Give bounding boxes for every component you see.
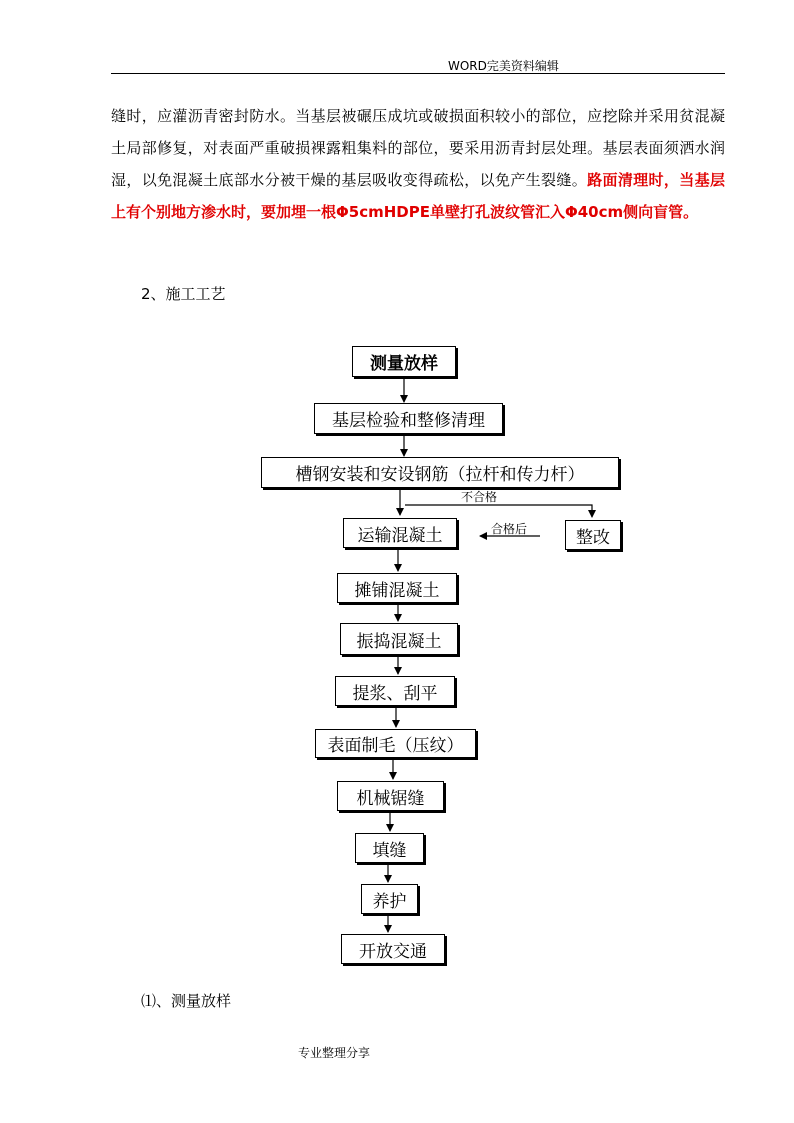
flow-step-fix: 整改 [565,520,621,550]
flow-step-open: 开放交通 [341,934,445,964]
flow-step-slurry: 提浆、刮平 [335,676,455,706]
flow-step-transport: 运输混凝土 [343,518,457,548]
flow-step-spread: 摊铺混凝土 [337,573,457,603]
subsection-title: ⑴、测量放样 [141,992,232,1010]
flow-step-texture: 表面制毛（压纹） [315,729,476,758]
flow-step-vibrate: 振捣混凝土 [340,623,458,655]
flow-step-saw: 机械锯缝 [337,781,444,811]
arrow-install-to-fix [405,505,592,517]
page-header-text: WORD完美资料编辑 [448,59,559,73]
flow-step-base-check: 基层检验和整修清理 [314,403,503,434]
flow-label-pass: 合格后 [491,522,528,536]
flow-step-cure: 养护 [361,884,418,914]
flow-label-fail: 不合格 [461,490,498,504]
section-title: 2、施工工艺 [141,285,226,303]
paragraph-highlight-text: 路面清理时，当基层上有个别地方渗水时，要加埋一根Φ5cmHDPE单壁打孔波纹管汇入Φ40cm侧向盲管。 [111,171,725,221]
flow-step-fill: 填缝 [355,833,424,863]
flow-step-install: 槽钢安装和安设钢筋（拉杆和传力杆） [261,457,619,488]
page-footer-text: 专业整理分享 [298,1046,371,1060]
flow-step-survey: 测量放样 [352,346,456,377]
paragraph-normal-text: 缝时，应灌沥青密封防水。当基层被碾压成坑或破损面积较小的部位，应挖除并采用贫混凝土局部修复，对表面严重破损裸露粗集料的部位，要采用沥青封层处理。基层表面须洒水润湿，以免混凝土底部水分被干燥的基层吸收变得疏松，以免产生裂缝。 [111,107,725,189]
